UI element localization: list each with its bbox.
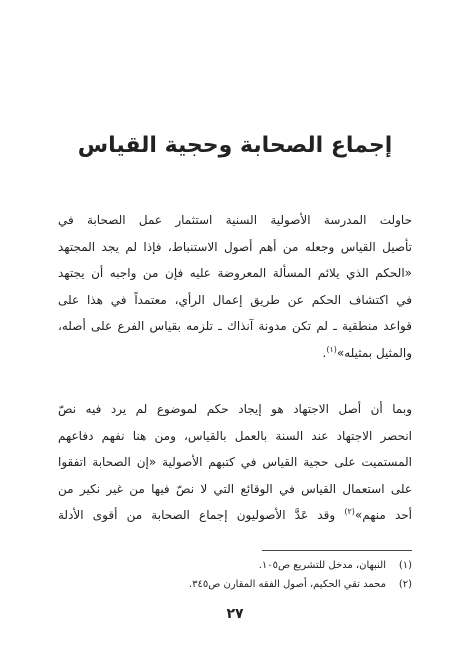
footnote-ref-1: (١) [326, 344, 337, 354]
paragraph-2 [58, 396, 412, 529]
page-number: ٢٧ [226, 606, 244, 622]
text-line: «الحكم الذي يلائم المسألة المعروضة عليه فإن من واجبه أن يجتهد [58, 266, 412, 280]
footnote-2 [58, 575, 412, 594]
text-line: انحصر الاجتهاد عند السنة بالعمل بالقياس، ومن هنا نفهم دفاعهم [58, 428, 412, 443]
sentence-end: . [322, 345, 327, 360]
footnote-1 [58, 556, 412, 575]
text-line: في اكتشاف الحكم عن طريق إعمال الرأي، معتمداً في هذا على [58, 292, 412, 307]
footnote-text: النبهان، مدخل للتشريع ص١٠٥. [258, 560, 386, 571]
quote-end-text: والمثيل بمثيله» [336, 345, 412, 360]
text-line-last [58, 340, 412, 367]
footnote-number: (٢) [398, 579, 412, 590]
text-line: المستميت على حجية القياس في كتبهم الأصولية «إن الصحابة اتفقوا [58, 455, 412, 469]
quote-end-text: أحد منهم» [354, 508, 412, 522]
text-line: حاولت المدرسة الأصولية السنية استثمار عمل الصحابة في [58, 213, 412, 227]
text-line: تأصيل القياس وجعله من أهم أصول الاستنباط، فإذا لم يجد المجتهد [58, 239, 412, 254]
text-line: على استعمال القياس في الوقائع التي لا نصّ فيها من غير نكير من [58, 481, 412, 496]
footnotes [58, 556, 412, 594]
footnote-separator [262, 550, 412, 551]
footnote-text: محمد تقي الحكيم، أصول الفقه المقارن ص٣٤٥. [188, 579, 386, 590]
text-line: وبما أن أصل الاجتهاد هو إيجاد حكم لموضوع لم يرد فيه نصّ [58, 402, 412, 416]
text-line-continued [58, 502, 412, 529]
chapter-title: إجماع الصحابة وحجية القياس [77, 133, 393, 158]
footnote-number: (١) [398, 560, 412, 571]
text-line: قواعد منطقية ـ لم تكن مدونة آنذاك ـ تلزمه بقياس الفرع على أصله، [58, 319, 412, 333]
footnote-ref-2: (٢) [344, 507, 355, 516]
line-continuation: وقد عَدَّ الأصوليون إجماع الصحابة من أقوى الأدلة [58, 508, 345, 522]
paragraph-1 [58, 207, 412, 366]
